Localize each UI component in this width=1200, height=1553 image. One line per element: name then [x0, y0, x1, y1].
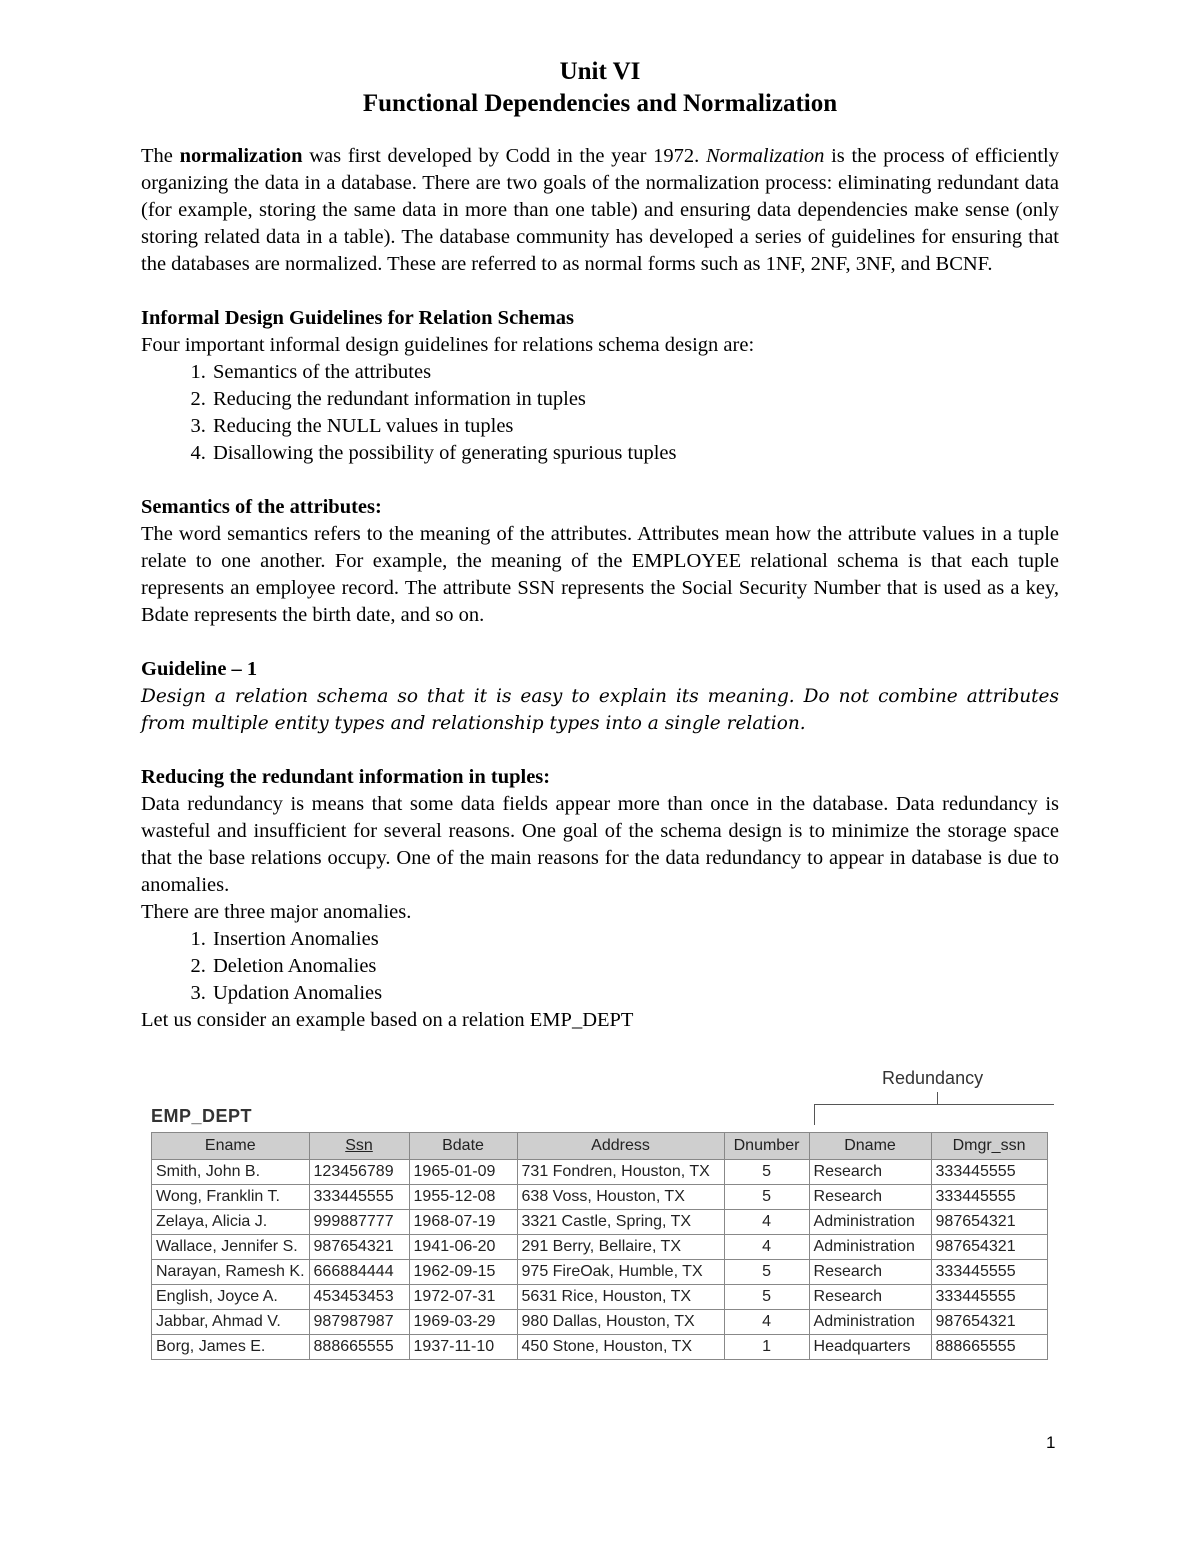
semantics-heading: Semantics of the attributes:: [141, 496, 382, 518]
table-cell: 1969-03-29: [409, 1310, 517, 1335]
intro-text-post: is the process of efficiently organizing the data in a database. There are two goals of the normalization process: eliminating redundant data (for example, storing the same data in more than one table) and ensuring data dependencies make sense (only storing related data in a table). The database community has developed a series of guidelines for ensuring that the databases are normalized. These are referred to as normal forms such as 1NF, 2NF, 3NF, and BCNF.: [141, 145, 1059, 275]
table-cell: 123456789: [309, 1160, 409, 1185]
table-cell: Smith, John B.: [152, 1160, 310, 1185]
table-cell: Administration: [809, 1235, 931, 1260]
column-header: Dname: [809, 1133, 931, 1160]
table-cell: 333445555: [931, 1285, 1047, 1310]
table-row: [152, 1235, 1048, 1260]
list-item: 4. Disallowing the possibility of generating spurious tuples: [211, 440, 1059, 467]
page-number: 1: [1046, 1433, 1056, 1452]
table-row: [152, 1160, 1048, 1185]
column-header: Ssn: [309, 1133, 409, 1160]
table-cell: Research: [809, 1160, 931, 1185]
table-cell: 1968-07-19: [409, 1210, 517, 1235]
anomalies-list: [141, 926, 1059, 1007]
table-row: [152, 1185, 1048, 1210]
table-body: [152, 1160, 1048, 1360]
intro-text-mid: was first developed by Codd in the year 1972.: [302, 145, 706, 167]
table-row: [152, 1335, 1048, 1360]
table-cell: 4: [724, 1235, 809, 1260]
table-cell: 1: [724, 1335, 809, 1360]
intro-italic-term: Normalization: [705, 145, 825, 167]
intro-bold-term: normalization: [179, 145, 303, 167]
table-row: [152, 1310, 1048, 1335]
list-item: 1. Semantics of the attributes: [211, 359, 1059, 386]
table-row: [152, 1285, 1048, 1310]
table-cell: Administration: [809, 1210, 931, 1235]
table-cell: 731 Fondren, Houston, TX: [517, 1160, 724, 1185]
table-cell: Zelaya, Alicia J.: [152, 1210, 310, 1235]
table-cell: 333445555: [309, 1185, 409, 1210]
table-cell: 5631 Rice, Houston, TX: [517, 1285, 724, 1310]
title-block: [141, 56, 1059, 120]
column-header: Dnumber: [724, 1133, 809, 1160]
table-row: [152, 1210, 1048, 1235]
table-cell: 638 Voss, Houston, TX: [517, 1185, 724, 1210]
table-cell: Research: [809, 1260, 931, 1285]
redundancy-label: Redundancy: [882, 1068, 984, 1088]
table-cell: 5: [724, 1260, 809, 1285]
table-cell: 980 Dallas, Houston, TX: [517, 1310, 724, 1335]
table-cell: Borg, James E.: [152, 1335, 310, 1360]
guidelines-list: [141, 359, 1059, 467]
table-cell: 987654321: [309, 1235, 409, 1260]
anomalies-lead: There are three major anomalies.: [141, 901, 412, 923]
redundant-heading: Reducing the redundant information in tuples:: [141, 766, 551, 788]
chapter-title: Functional Dependencies and Normalization: [362, 90, 838, 117]
table-cell: Wallace, Jennifer S.: [152, 1235, 310, 1260]
column-header: Bdate: [409, 1133, 517, 1160]
table-header-row: [152, 1133, 1048, 1160]
table-cell: 1972-07-31: [409, 1285, 517, 1310]
table-cell: 291 Berry, Bellaire, TX: [517, 1235, 724, 1260]
guideline-heading: Guideline – 1: [141, 658, 258, 680]
table-cell: Research: [809, 1285, 931, 1310]
table-cell: 888665555: [931, 1335, 1047, 1360]
informal-lead: Four important informal design guidelines for relations schema design are:: [141, 334, 755, 356]
table-cell: 999887777: [309, 1210, 409, 1235]
table-cell: Jabbar, Ahmad V.: [152, 1310, 310, 1335]
intro-paragraph: [141, 143, 1059, 278]
list-item: 2. Reducing the redundant information in tuples: [211, 386, 1059, 413]
table-cell: 450 Stone, Houston, TX: [517, 1335, 724, 1360]
table-cell: Headquarters: [809, 1335, 931, 1360]
list-item: 3. Reducing the NULL values in tuples: [211, 413, 1059, 440]
unit-title: Unit VI: [559, 58, 641, 85]
column-header: Dmgr_ssn: [931, 1133, 1047, 1160]
table-cell: 453453453: [309, 1285, 409, 1310]
emp-dept-figure: [151, 1068, 1056, 1380]
table-cell: 3321 Castle, Spring, TX: [517, 1210, 724, 1235]
table-cell: Research: [809, 1185, 931, 1210]
table-cell: Narayan, Ramesh K.: [152, 1260, 310, 1285]
table-row: [152, 1260, 1048, 1285]
example-lead: Let us consider an example based on a relation EMP_DEPT: [141, 1009, 634, 1031]
list-item: 3. Updation Anomalies: [211, 980, 1059, 1007]
table-name: EMP_DEPT: [151, 1106, 253, 1126]
table-cell: 5: [724, 1160, 809, 1185]
table-cell: 987654321: [931, 1310, 1047, 1335]
list-item: 2. Deletion Anomalies: [211, 953, 1059, 980]
table-cell: 987654321: [931, 1210, 1047, 1235]
table-cell: 987654321: [931, 1235, 1047, 1260]
table-cell: 4: [724, 1310, 809, 1335]
semantics-paragraph: The word semantics refers to the meaning of the attributes. Attributes mean how the attribute values in a tuple relate to one another. For example, the meaning of the EMPLOYEE relational schema is that each tuple represents an employee record. The attribute SSN represents the Social Security Number that is used as a key, Bdate represents the birth date, and so on.: [141, 523, 1059, 626]
column-header: Ename: [152, 1133, 310, 1160]
intro-text-pre: The: [141, 145, 180, 167]
column-header: Address: [517, 1133, 724, 1160]
table-cell: 5: [724, 1285, 809, 1310]
table-cell: English, Joyce A.: [152, 1285, 310, 1310]
redundancy-bracket: [814, 1104, 1054, 1125]
table-cell: 333445555: [931, 1185, 1047, 1210]
table-cell: 666884444: [309, 1260, 409, 1285]
table-cell: 333445555: [931, 1160, 1047, 1185]
informal-heading: Informal Design Guidelines for Relation Schemas: [141, 307, 574, 329]
table-cell: 1937-11-10: [409, 1335, 517, 1360]
table-cell: 1955-12-08: [409, 1185, 517, 1210]
table-cell: 4: [724, 1210, 809, 1235]
table-cell: 1941-06-20: [409, 1235, 517, 1260]
redundant-paragraph: Data redundancy is means that some data fields appear more than once in the database. Data redundancy is wasteful and insufficient for several reasons. One goal of the schema design is to minimize the storage space that the base relations occupy. One of the main reasons for the data redundancy to appear in database is due to anomalies.: [141, 793, 1059, 896]
table-cell: 5: [724, 1185, 809, 1210]
table-cell: 1965-01-09: [409, 1160, 517, 1185]
table-cell: 987987987: [309, 1310, 409, 1335]
table-cell: 888665555: [309, 1335, 409, 1360]
guideline-text: Design a relation schema so that it is easy to explain its meaning. Do not combine attributes from multiple entity types and relationship types into a single relation.: [141, 686, 1059, 734]
table-cell: Administration: [809, 1310, 931, 1335]
emp-dept-table: [151, 1132, 1048, 1360]
table-cell: 333445555: [931, 1260, 1047, 1285]
page-content: [141, 56, 1059, 1034]
table-cell: 1962-09-15: [409, 1260, 517, 1285]
list-item: 1. Insertion Anomalies: [211, 926, 1059, 953]
table-cell: Wong, Franklin T.: [152, 1185, 310, 1210]
table-cell: 975 FireOak, Humble, TX: [517, 1260, 724, 1285]
